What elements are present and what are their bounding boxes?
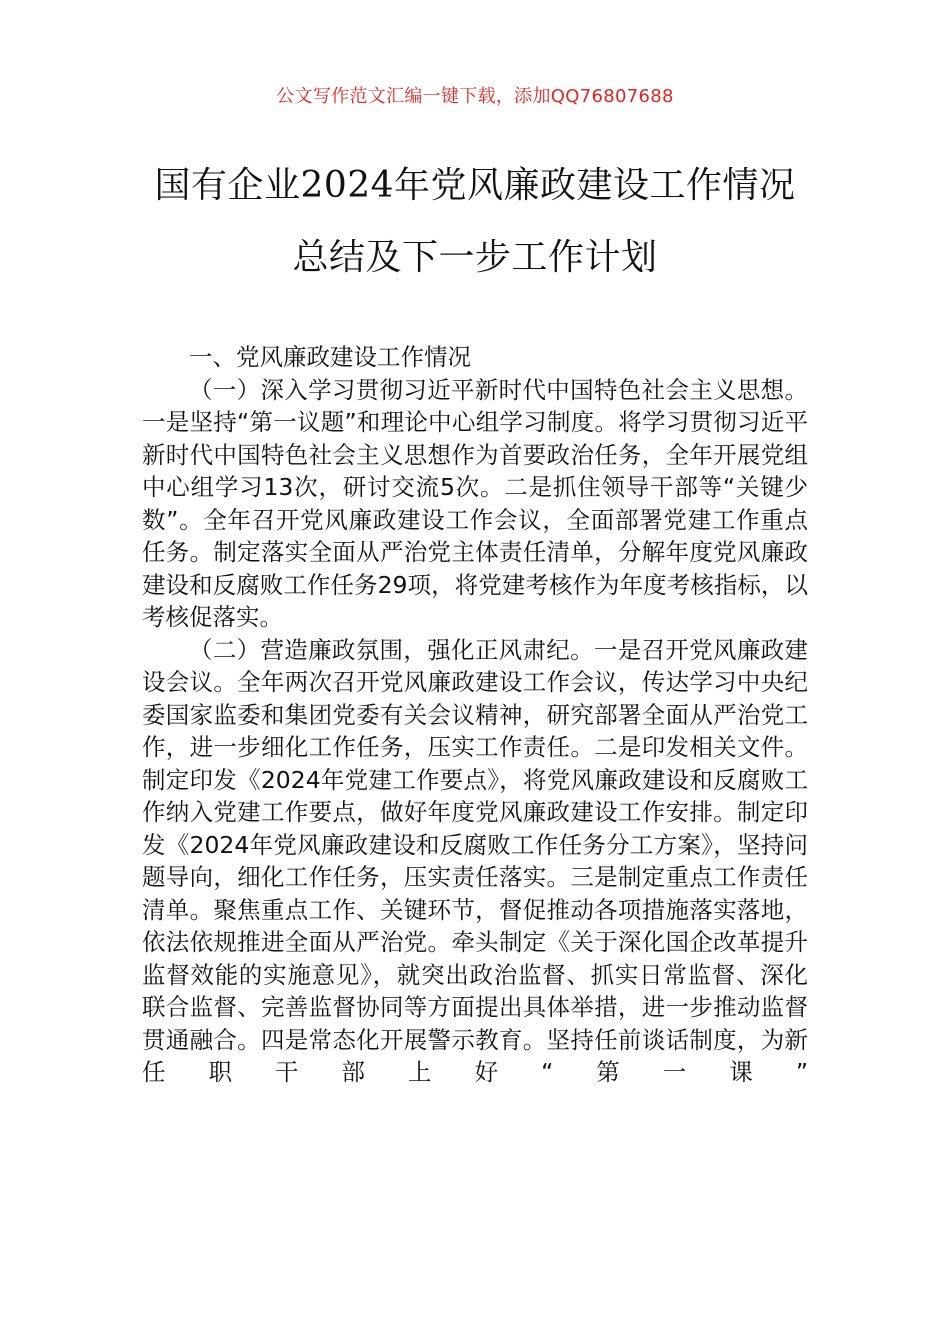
paragraph: （一）深入学习贯彻习近平新时代中国特色社会主义思想。一是坚持“第一议题”和理论中心组学习制度。将学习贯彻习近平新时代中国特色社会主义思想作为首要政治任务，全年开展党组中心组学习13次，研讨交流5次。二是抓住领导干部等“关键少数”。全年召开党风廉政建设工作会议，全面部署党建工作重点任务。制定落实全面从严治党主体责任清单，分解年度党风廉政建设和反腐败工作任务29项，将党建考核作为年度考核指标，以考核促落实。 (142, 375, 808, 631)
paragraph: （二）营造廉政氛围，强化正风肃纪。一是召开党风廉政建设会议。全年两次召开党风廉政建设工作会议，传达学习中央纪委国家监委和集团党委有关会议精神，研究部署全面从严治党工作，进一步细化工作任务，压实工作责任。二是印发相关文件。制定印发《2024年党建工作要点》，将党风廉政建设和反腐败工作纳入党建工作要点，做好年度党风廉政建设工作安排。制定印发《2024年党风廉政建设和反腐败工作任务分工方案》，坚持问题导向，细化工作任务，压实责任落实。三是制定重点工作责任清单。聚焦重点工作、关键环节，督促推动各项措施落实落地，依法依规推进全面从严治党。牵头制定《关于深化国企改革提升监督效能的实施意见》，就突出政治监督、抓实日常监督、深化联合监督、完善监督协同等方面提出具体举措，进一步推动监督贯通融合。四是常态化开展警示教育。坚持任前谈话制度，为新任职干部上好“第一课” (142, 635, 808, 1086)
document-title: 国有企业2024年党风廉政建设工作情况总结及下一步工作计划 (154, 165, 796, 278)
section-heading: 一、党风廉政建设工作情况 (189, 343, 471, 371)
document-body (142, 341, 808, 1089)
download-banner: 公文写作范文汇编一键下载，添加QQ76807688 (276, 86, 674, 107)
